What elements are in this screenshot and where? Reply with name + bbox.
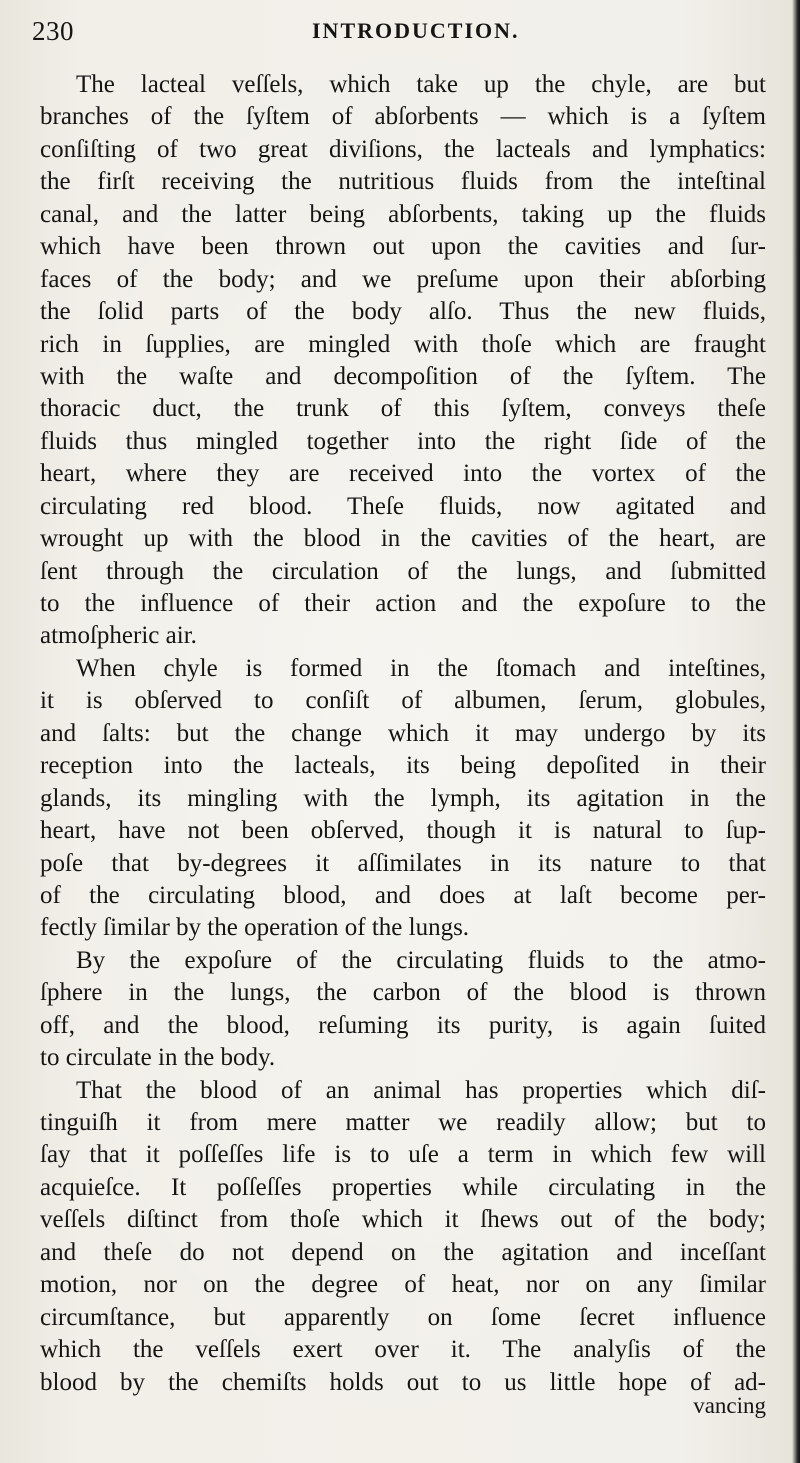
text-line: canal, and the latter being abſorbents, taking up the fluids: [40, 200, 766, 228]
text-line: to circulate in the body.: [40, 1044, 276, 1072]
text-line: which the veſſels exert over it. The analyſis of the: [40, 1336, 766, 1364]
text-line: rich in ſupplies, are mingled with thoſe which are fraught: [40, 330, 766, 358]
text-line: veſſels diſtinct from thoſe which it ſhews out of the body;: [40, 1206, 766, 1234]
text-line: glands, its mingling with the lymph, its agitation in the: [40, 784, 766, 812]
text-line: circulating red blood. Theſe fluids, now agitated and: [40, 492, 766, 520]
text-line: with the waſte and decompoſition of the ſyſtem. The: [40, 362, 766, 390]
text-line: the ſolid parts of the body alſo. Thus the new fluids,: [40, 298, 766, 326]
text-line: ſay that it poſſeſſes life is to uſe a term in which few will: [40, 1141, 766, 1169]
text-line: off, and the blood, reſuming its purity, is again ſuited: [40, 1011, 766, 1039]
text-line: circumſtance, but apparently on ſome ſecret influence: [40, 1303, 766, 1331]
text-line: branches of the ſyſtem of abſorbents — which is a ſyſtem: [40, 103, 766, 131]
page-number: 230: [32, 16, 74, 46]
text-line: acquieſce. It poſſeſſes properties while circulating in the: [40, 1173, 766, 1201]
text-line: atmoſpheric air.: [40, 622, 197, 650]
page-header: [32, 10, 772, 50]
text-line: of the circulating blood, and does at laſt become per-: [40, 881, 766, 909]
text-line: blood by the chemiſts holds out to us little hope of ad-: [40, 1368, 766, 1396]
text-line: tinguiſh it from mere matter we readily allow; but to: [40, 1109, 766, 1136]
text-line: poſe that by-degrees it aſſimilates in its nature to that: [40, 849, 766, 877]
text-line: faces of the body; and we preſume upon their abſorbing: [40, 265, 766, 293]
text-line: the firſt receiving the nutritious fluids from the inteſtinal: [40, 168, 766, 196]
text-line: which have been thrown out upon the cavities and ſur-: [40, 233, 766, 261]
text-line: heart, have not been obſerved, though it is natural to ſup-: [40, 817, 766, 845]
text-line: By the expoſure of the circulating fluids to the atmo-: [76, 946, 766, 974]
text-line: wrought up with the blood in the cavities of the heart, are: [40, 525, 766, 553]
text-line: That the blood of an animal has properties which diſ-: [76, 1076, 766, 1104]
text-line: ſphere in the lungs, the carbon of the blood is thrown: [40, 979, 766, 1007]
text-line: to the influence of their action and the expoſure to the: [40, 590, 766, 617]
text-line: ſent through the circulation of the lungs, and ſubmitted: [40, 557, 766, 585]
catchword: vancing: [693, 1393, 766, 1418]
text-line: thoracic duct, the trunk of this ſyſtem, conveys theſe: [40, 395, 766, 423]
text-line: fectly ſimilar by the operation of the lungs.: [40, 914, 470, 942]
text-line: fluids thus mingled together into the right ſide of the: [40, 427, 766, 455]
text-line: heart, where they are received into the vortex of the: [40, 460, 766, 488]
text-line: motion, nor on the degree of heat, nor on any ſimilar: [40, 1271, 766, 1299]
text-line: and ſalts: but the change which it may undergo by its: [40, 719, 766, 747]
body-text: [40, 69, 766, 1399]
text-line: and theſe do not depend on the agitation and inceſſant: [40, 1238, 766, 1266]
text-line: it is obſerved to conſiſt of albumen, ſerum, globules,: [40, 687, 766, 715]
text-line: conſiſting of two great diviſions, the lacteals and lymphatics:: [40, 135, 766, 163]
text-line: reception into the lacteals, its being depoſited in their: [40, 752, 766, 780]
text-line: When chyle is formed in the ſtomach and inteſtines,: [76, 654, 766, 682]
page-edge-shadow: [792, 0, 800, 1463]
running-head: INTRODUCTION.: [312, 18, 520, 43]
text-line: The lacteal veſſels, which take up the chyle, are but: [76, 71, 766, 98]
